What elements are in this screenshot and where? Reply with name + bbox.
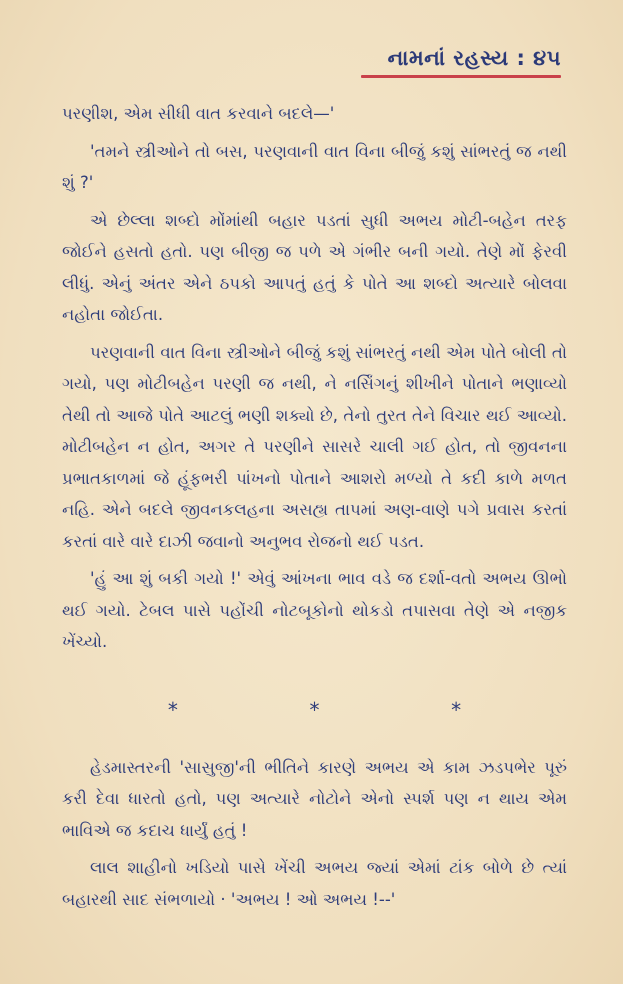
- paragraph: હેડમાસ્તરની 'સાસુજી'ની ભીતિને કારણે અભય એ કામ ઝડપભેર પૂરું કરી દેવા ધારતો હતો, પણ અત્યારે નોટોને એનો સ્પર્શ પણ ન થાય એમ ભાવિએ જ કદાચ ધાર્યું હતું !: [62, 757, 567, 840]
- paragraph: 'તમને સ્ત્રીઓને તો બસ, પરણવાની વાત વિના બીજું કશું સાંભરતું જ નથી શું ?': [62, 141, 567, 192]
- separator-star: *: [451, 697, 462, 722]
- paragraph: પરણવાની વાત વિના સ્ત્રીઓને બીજું કશું સાંભરતું નથી એમ પોતે બોલી તો ગયો, પણ મોટીબહેન પરણી જ નથી, ને નર્સિંગનું શીખીને પોતાને ભણાવ્યો તેથી તો આજે પોતે આટલું ભણી શક્યો છે, તેનો તુરત તેને વિચાર થઈ આવ્યો. મોટીબહેન ન હોત, અગર તે પરણીને સાસરે ચાલી ગઈ હોત, તો જીવનના પ્રભાતકાળમાં જે હૂંફભરી પાંખનો પોતાને આશરો મળ્યો તે કદી કાળે મળત નહિ. એને બદલે જીવનકલહના અસહ્ય તાપમાં અણ-વાણે પગે પ્રવાસ કરતાં કરતાં વારે વારે દાઝી જવાનો અનુભવ રોજનો થઈ પડત.: [62, 342, 567, 551]
- paragraph: લાલ શાહીનો ખડિયો પાસે ખેંચી અભય જ્યાં એમાં ટાંક બોળે છે ત્યાં બહારથી સાદ સંભળાયો · 'અભય ! ઓ અભય !--': [62, 858, 567, 909]
- section-separator: [62, 698, 567, 722]
- separator-star: *: [167, 697, 178, 722]
- page-header: [361, 46, 561, 78]
- paragraph-continuation: પરણીશ, એમ સીધી વાત કરવાને બદલે—': [62, 104, 335, 123]
- paragraph: એ છેલ્લા શબ્દો મોંમાંથી બહાર પડતાં સુધી અભય મોટી-બહેન તરફ જોઈને હસતો હતો. પણ બીજી જ પળે એ ગંભીર બની ગયો. તેણે મોં ફેરવી લીધું. એનું અંતર એને ઠપકો આપતું હતું કે પોતે આ શબ્દો અત્યારે બોલવા નહોતા જોઈતા.: [62, 210, 567, 324]
- page-body: [62, 98, 567, 921]
- paragraph: 'હું આ શું બકી ગયો !' એવું આંખના ભાવ વડે જ દર્શા-વતો અભય ઊભો થઈ ગયો. ટેબલ પાસે પહોંચી નોટબૂકોનો થોકડો તપાસવા તેણે એ નજીક ખેંચ્યો.: [62, 569, 567, 651]
- separator-star: *: [309, 697, 320, 722]
- running-head: નામનાં રહસ્ય : ૪૫: [387, 46, 561, 70]
- header-underline: [361, 75, 561, 78]
